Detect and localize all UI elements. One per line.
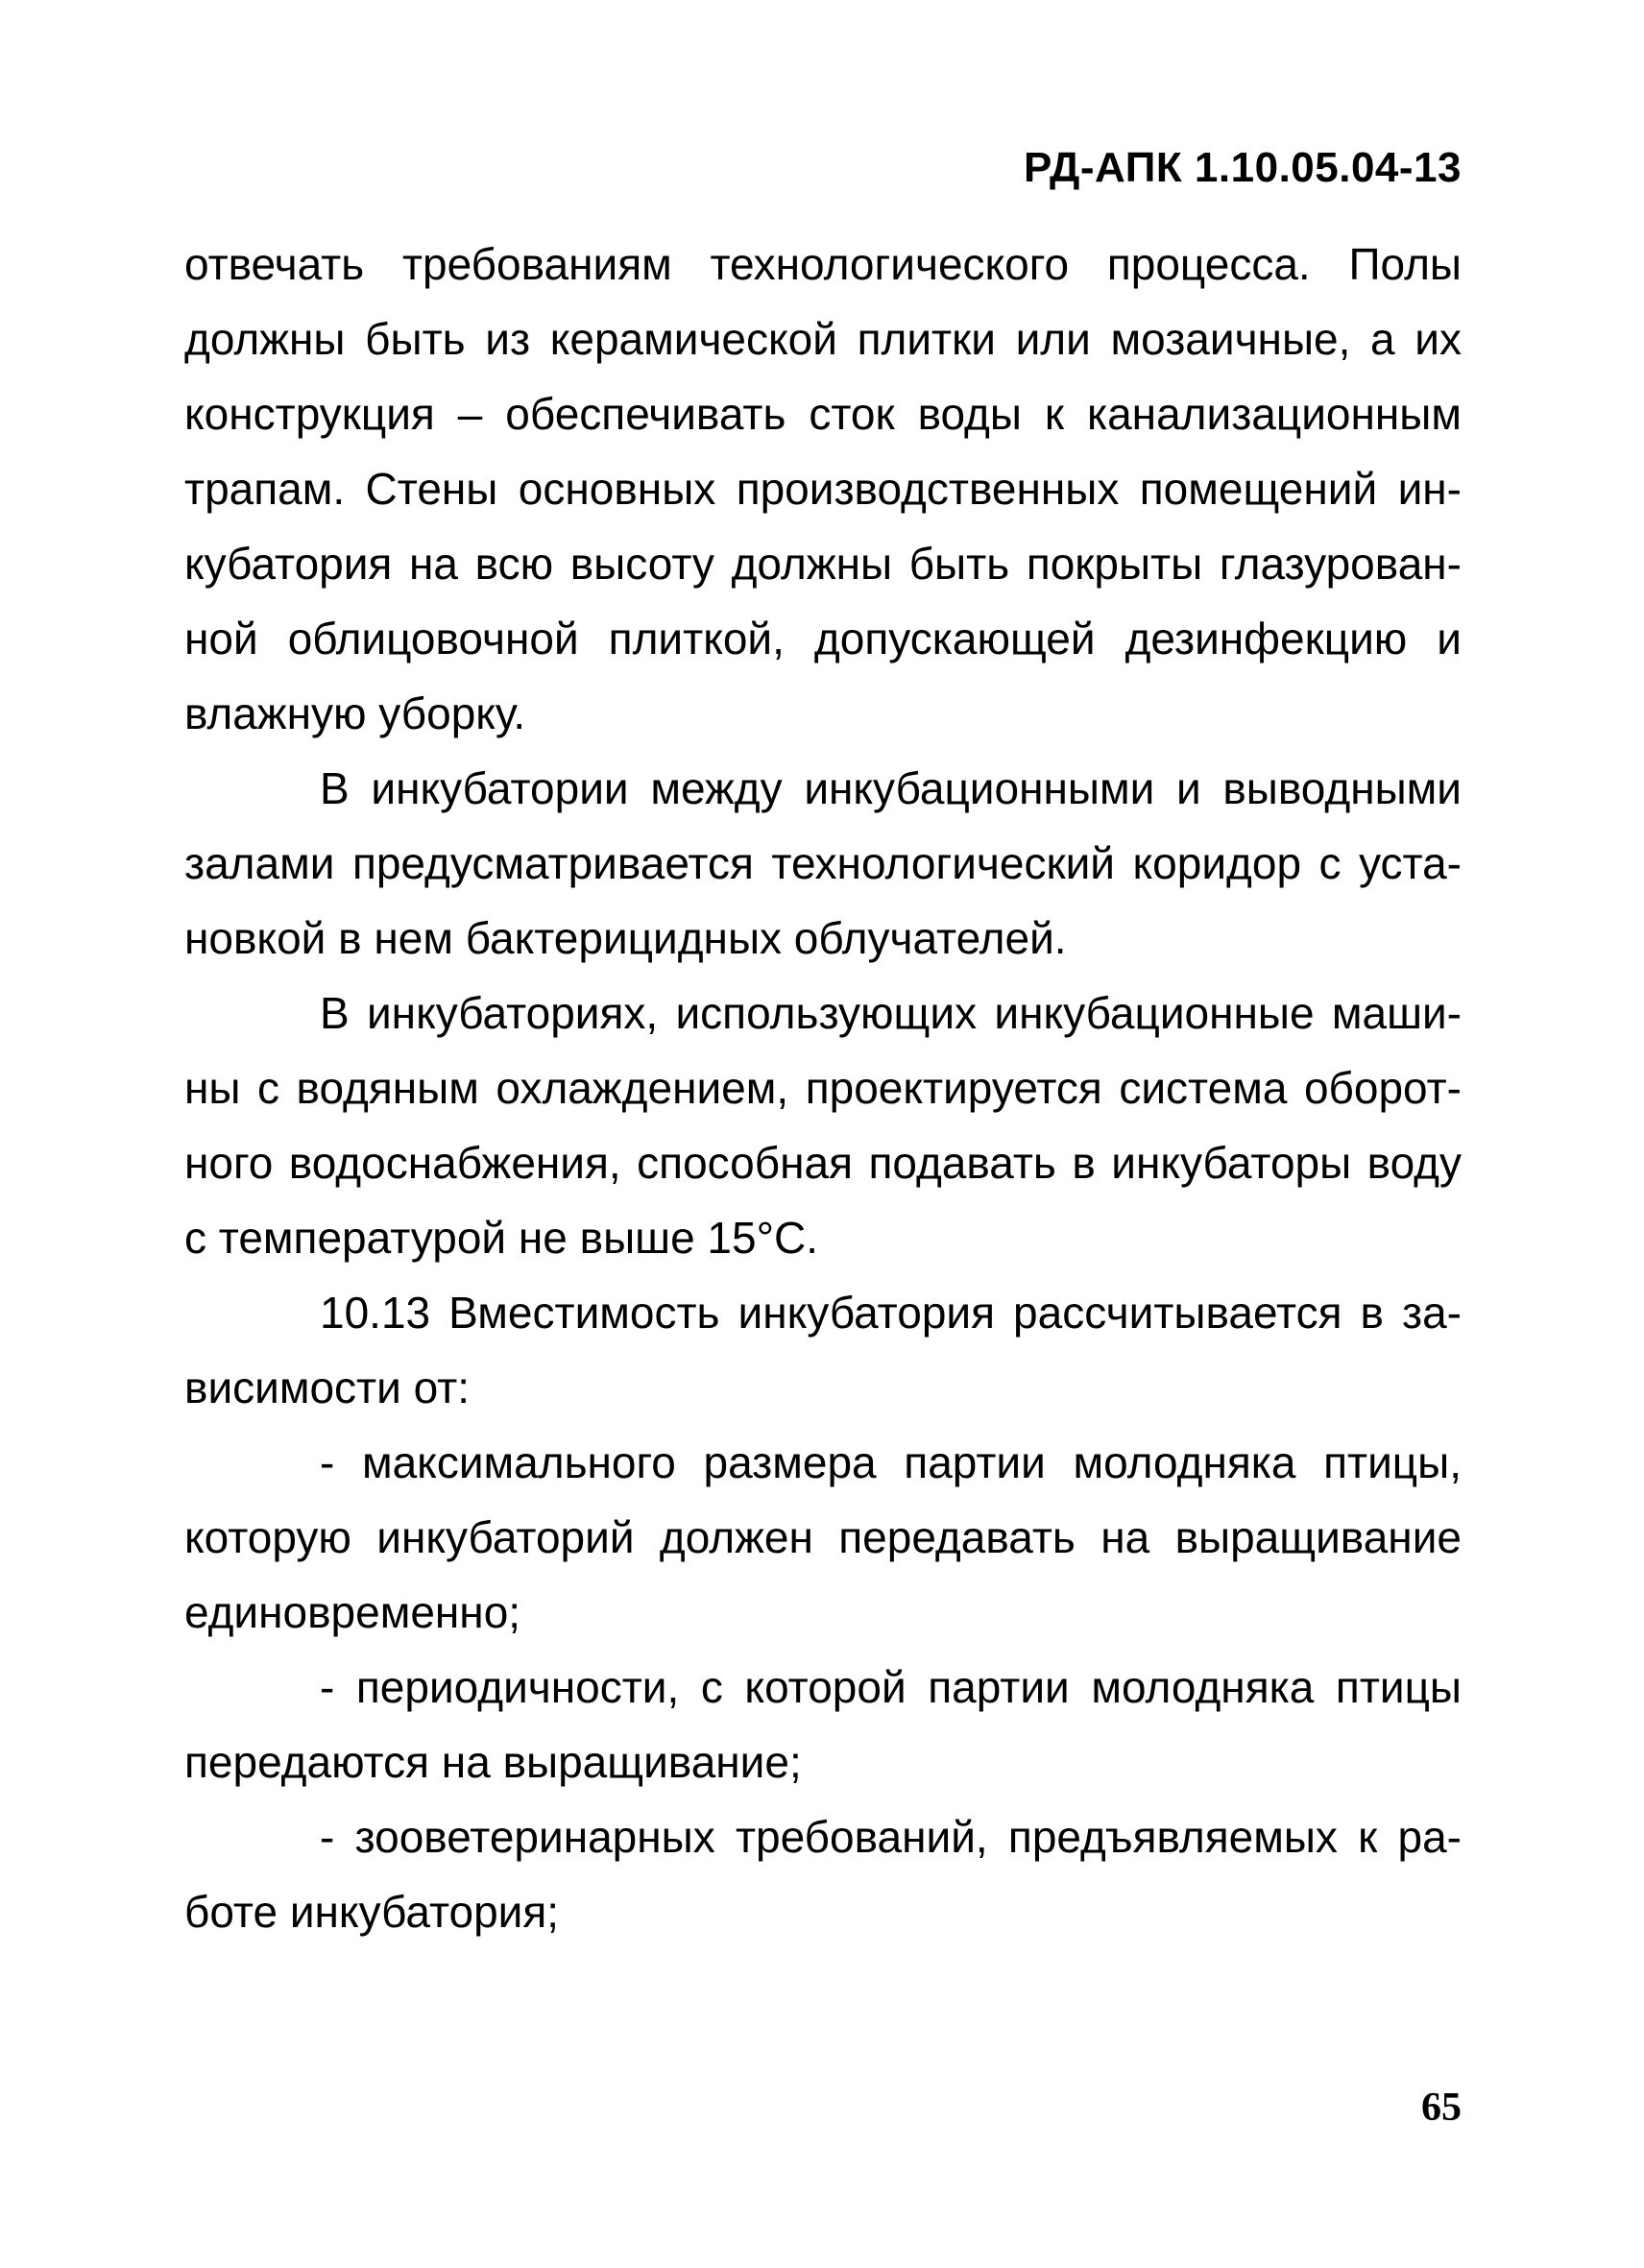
page-number: 65 (1421, 2086, 1462, 2130)
paragraph (184, 1275, 1462, 1425)
text-line: должны быть из керамической плитки или мозаичные, а их (184, 314, 1462, 364)
text-line: - зооветеринарных требований, предъявляемых к ра- (320, 1812, 1462, 1862)
document-code-header: РД-АПК 1.10.05.04-13 (1023, 144, 1462, 191)
text-line: залами предусматривается технологический коридор с уста- (184, 838, 1462, 888)
text-line: ной облицовочной плиткой, допускающей дезинфекцию и (184, 614, 1462, 664)
text-line: трапам. Стены основных производственных помещений ин- (184, 464, 1462, 514)
text-line: - максимального размера партии молодняка птицы, (320, 1437, 1462, 1487)
text-line: висимости от: (184, 1363, 471, 1412)
text-line: конструкция – обеспечивать сток воды к канализационным (184, 389, 1462, 439)
text-line: В инкубаториях, использующих инкубационные маши- (320, 988, 1462, 1038)
text-line: отвечать требованиям технологического процесса. Полы (184, 239, 1462, 289)
text-line: боте инкубатория; (184, 1887, 560, 1937)
text-line: с температурой не выше 15°С. (184, 1213, 818, 1263)
text-line: - периодичности, с которой партии молодняка птицы (320, 1662, 1462, 1712)
list-item (184, 1799, 1462, 1949)
list-item (184, 1650, 1462, 1799)
text-line: влажную уборку. (184, 688, 526, 738)
text-line: которую инкубаторий должен передавать на выращивание (184, 1512, 1462, 1562)
text-line: ны с водяным охлаждением, проектируется система оборот- (184, 1063, 1462, 1113)
paragraph (184, 751, 1462, 976)
text-line: 10.13 Вместимость инкубатория рассчитывается в за- (320, 1288, 1462, 1338)
paragraph (184, 976, 1462, 1275)
text-line: единовременно; (184, 1587, 521, 1637)
text-line: передаются на выращивание; (184, 1737, 802, 1787)
text-line: новкой в нем бактерицидных облучателей. (184, 913, 1067, 963)
text-line: ного водоснабжения, способная подавать в инкубаторы воду (184, 1138, 1462, 1188)
text-line: кубатория на всю высоту должны быть покрыты глазурован- (184, 539, 1462, 589)
paragraph (184, 227, 1462, 751)
list-item (184, 1425, 1462, 1650)
text-line: В инкубатории между инкубационными и выводными (320, 763, 1462, 813)
document-body (184, 227, 1462, 1949)
